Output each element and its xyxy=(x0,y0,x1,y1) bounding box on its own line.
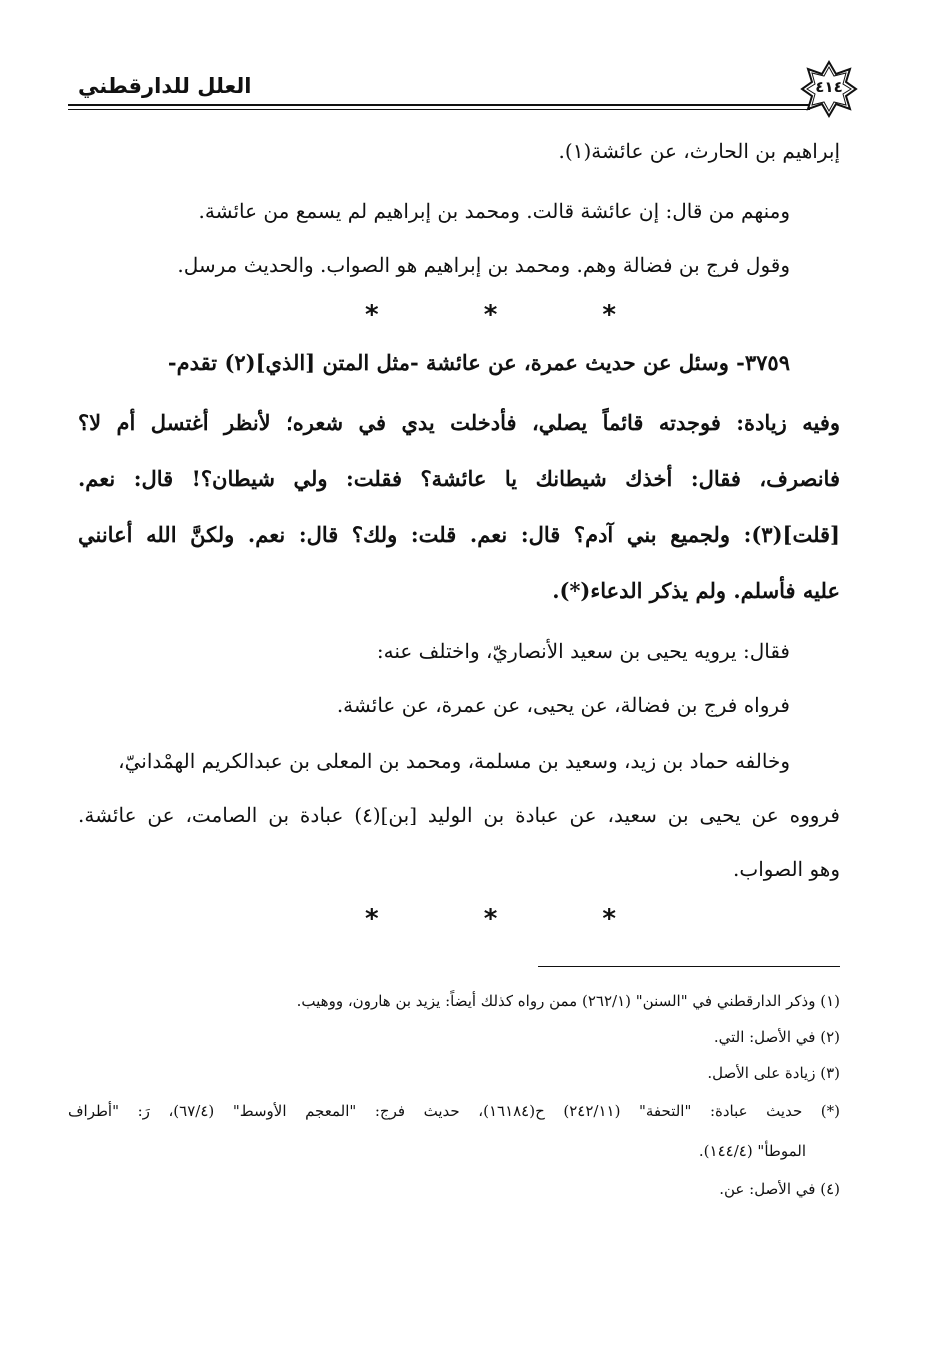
section-separator: * * * xyxy=(365,300,664,330)
text-line: ومنهم من قال: إن عائشة قالت. ومحمد بن إبراهيم لم يسمع من عائشة. xyxy=(198,199,790,223)
footnote: (٢) في الأصل: التي. xyxy=(713,1028,840,1046)
footnote-rule xyxy=(538,966,840,967)
page-number-badge xyxy=(800,60,858,118)
header-rule-thin xyxy=(68,109,810,110)
question-line: [قلت](٣): ولجميع بني آدم؟ قال: نعم. قلت: ولك؟ قال: نعم. ولكنَّ الله أعانني xyxy=(78,522,840,547)
question-line: وفيه زيادة: فوجدته قائماً يصلي، فأدخلت يدي في شعره؛ لأنظر أغتسل أم لا؟ xyxy=(78,410,840,435)
question-line: عليه فأسلم. ولم يذكر الدعاء(*). xyxy=(552,578,840,603)
text-line: وقول فرج بن فضالة وهم. ومحمد بن إبراهيم هو الصواب. والحديث مرسل. xyxy=(177,253,790,277)
section-separator: * * * xyxy=(365,904,664,934)
footnote: (*) حديث عبادة: "التحفة" (٢٤٢/١١) ح(١٦١٨٤)، حديث فرج: "المعجم الأوسط" (٦٧/٤)، رَ: "أطراف xyxy=(68,1102,840,1120)
header-rule xyxy=(68,104,810,106)
footnote: (١) وذكر الدارقطني في "السنن" (٢٦٢/١) ممن رواه كذلك أيضاً: يزيد بن هارون، ووهيب. xyxy=(296,992,840,1010)
answer-line: وهو الصواب. xyxy=(733,857,840,881)
answer-line: فرووه عن يحيى بن سعيد، عن عبادة بن الوليد [بن](٤) عبادة بن الصامت، عن عائشة. xyxy=(78,803,840,827)
question-line: ٣٧٥٩- وسئل عن حديث عمرة، عن عائشة -مثل المتن [الذي](٢) تقدم- xyxy=(167,350,790,375)
answer-line: وخالفه حماد بن زيد، وسعيد بن مسلمة، ومحمد بن المعلى بن عبدالكريم الهمْدانيّ، xyxy=(118,749,790,773)
footnote-continuation: الموطأ" (١٤٤/٤). xyxy=(698,1142,806,1160)
question-line: فانصرف، فقال: أخذك شيطانك يا عائشة؟ فقلت: ولي شيطان؟! قال: نعم. xyxy=(78,466,840,491)
answer-line: فرواه فرج بن فضالة، عن يحيى، عن عمرة، عن عائشة. xyxy=(336,693,790,717)
book-title: العلل للدارقطني xyxy=(78,74,252,98)
running-header xyxy=(68,60,858,122)
answer-line: فقال: يرويه يحيى بن سعيد الأنصاريّ، واختلف عنه: xyxy=(376,639,790,663)
footnote: (٤) في الأصل: عن. xyxy=(719,1180,840,1198)
footnote: (٣) زيادة على الأصل. xyxy=(707,1064,840,1082)
text-line: إبراهيم بن الحارث، عن عائشة(١). xyxy=(558,139,840,163)
page-number: ٤١٤ xyxy=(815,78,843,96)
